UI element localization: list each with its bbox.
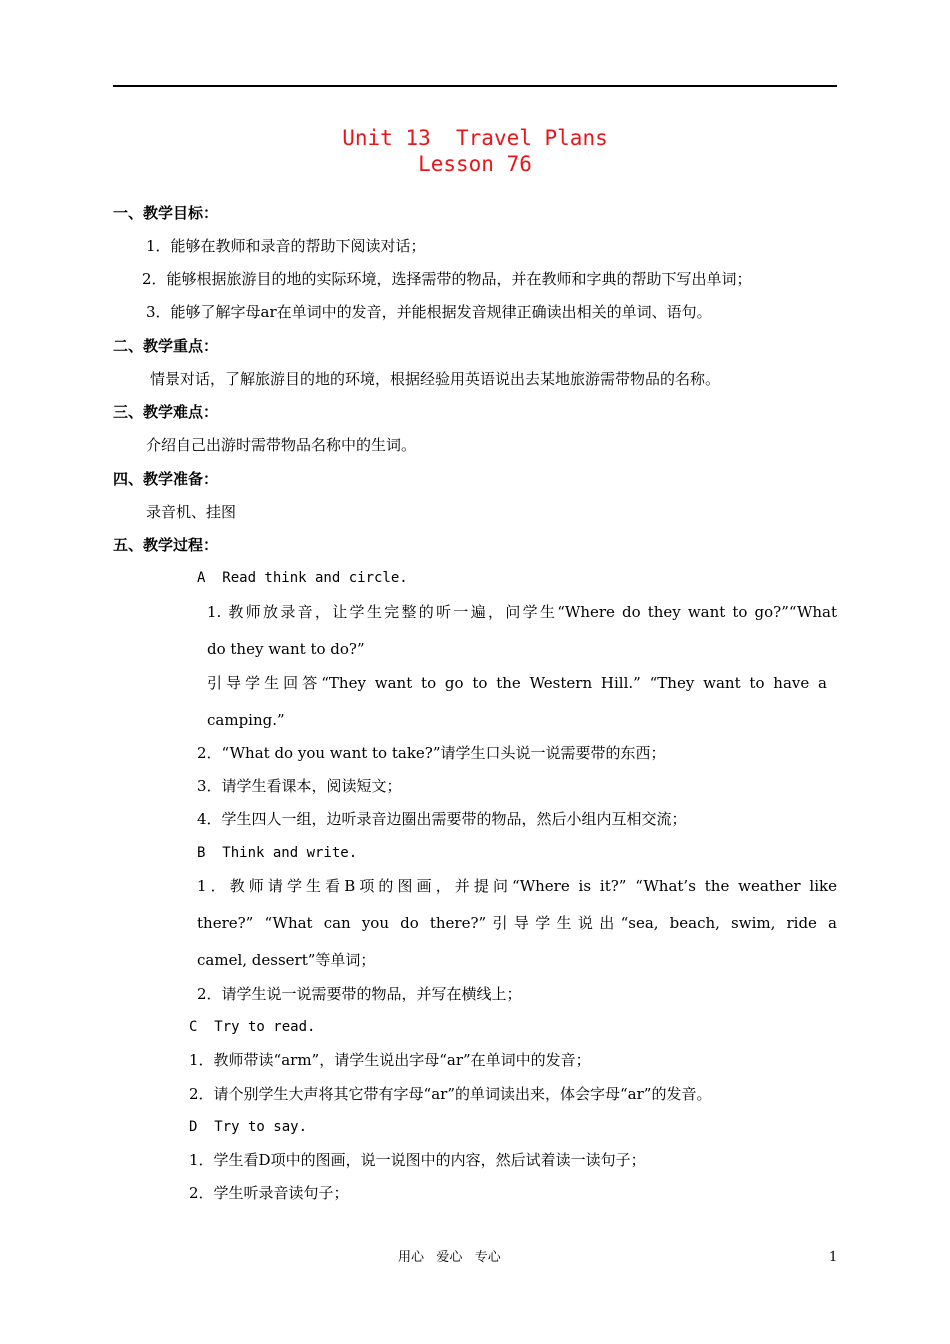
- activity-b-step1-line2: there?” “What can you do there?”引导学生说出“sea, beach, swim, ride a: [197, 914, 837, 932]
- activity-d-step1: 1．学生看D项中的图画，说一说图中的内容，然后试着读一读句子；: [189, 1151, 646, 1169]
- section-heading-key-points: 二、教学重点：: [113, 337, 219, 355]
- activity-a-title: A Read think and circle.: [197, 570, 408, 586]
- unit-title: Unit 13 Travel Plans: [342, 126, 608, 150]
- activity-a-step4: 4．学生四人一组，边听录音边圈出需要带的物品，然后小组内互相交流；: [197, 810, 687, 828]
- objective-item: 1．能够在教师和录音的帮助下阅读对话；: [146, 237, 426, 255]
- activity-d-title: D Try to say.: [189, 1119, 308, 1135]
- activity-d-step2: 2．学生听录音读句子；: [189, 1184, 349, 1202]
- section-heading-difficulties: 三、教学难点：: [113, 403, 219, 421]
- activity-c-step2: 2．请个别学生大声将其它带有字母“ar”的单词读出来，体会字母“ar”的发音。: [189, 1085, 712, 1103]
- header-rule: [113, 85, 837, 87]
- activity-c-step1: 1．教师带读“arm”，请学生说出字母“ar”在单词中的发音；: [189, 1051, 591, 1069]
- section-heading-preparation: 四、教学准备：: [113, 470, 219, 488]
- objective-item: 3．能够了解字母ar在单词中的发音，并能根据发音规律正确读出相关的单词、语句。: [146, 303, 712, 321]
- footer-motto: 用心 爱心 专心: [398, 1250, 501, 1265]
- activity-c-title: C Try to read.: [189, 1019, 316, 1035]
- activity-a-step1-line1: 1. 教师放录音，让学生完整的听一遍，问学生“Where do they want to go?”“What: [207, 603, 837, 621]
- activity-b-step2: 2．请学生说一说需要带的物品，并写在横线上；: [197, 985, 522, 1003]
- activity-a-step2: 2．“What do you want to take?”请学生口头说一说需要带的东西；: [197, 744, 666, 762]
- activity-a-step1-line2: do they want to do?”: [207, 640, 365, 658]
- activity-a-step3: 3．请学生看课本，阅读短文；: [197, 777, 402, 795]
- page-number: 1: [829, 1250, 838, 1265]
- activity-b-title: B Think and write.: [197, 845, 358, 861]
- preparation-text: 录音机、挂图: [146, 503, 237, 521]
- activity-b-step1-line1: 1．教师请学生看B项的图画，并提问“Where is it?” “What’s the weather like: [197, 877, 837, 895]
- objective-item: 2．能够根据旅游目的地的实际环境，选择需带的物品，并在教师和字典的帮助下写出单词；: [142, 270, 752, 288]
- section-heading-objectives: 一、教学目标：: [113, 204, 219, 222]
- lesson-title: Lesson 76: [418, 152, 532, 176]
- section-heading-process: 五、教学过程：: [113, 536, 219, 554]
- difficulties-text: 介绍自己出游时需带物品名称中的生词。: [146, 436, 417, 454]
- activity-b-step1-line3: camel, dessert”等单词；: [197, 951, 376, 969]
- key-points-text: 情景对话，了解旅游目的地的环境，根据经验用英语说出去某地旅游需带物品的名称。: [150, 370, 721, 388]
- activity-a-step1-line3: 引导学生回答“They want to go to the Western Hill.” “They want to have a: [207, 674, 827, 692]
- activity-a-step1-line4: camping.”: [207, 711, 285, 729]
